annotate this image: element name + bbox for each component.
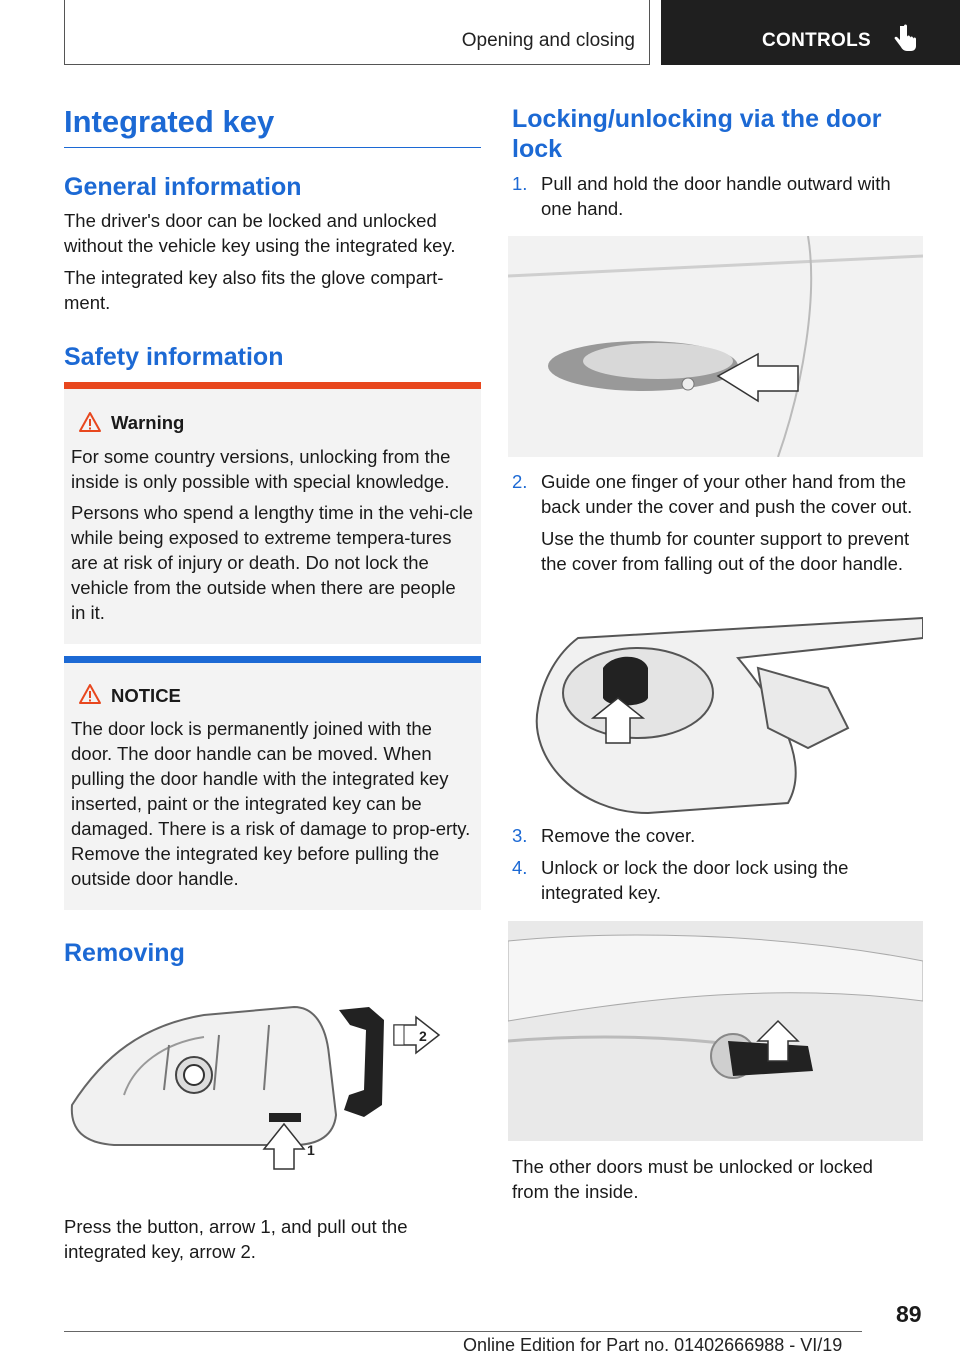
notice-triangle-icon xyxy=(78,683,102,705)
warning-paragraph-1: For some country versions, unlocking from the inside is only possible with special knowledge. xyxy=(71,446,451,492)
door-lock-key-photo xyxy=(508,921,923,1141)
integrated-key-illustration xyxy=(64,995,474,1185)
notice-accent-bar xyxy=(64,656,481,663)
arrow-1-label: 1 xyxy=(307,1142,315,1158)
section-title: Opening and closing xyxy=(461,30,635,51)
edition-line: Online Edition for Part no. 01402666988 - VI/19 xyxy=(463,1335,843,1355)
chapter-title: CONTROLS xyxy=(762,30,872,51)
step-4-text: Unlock or lock the door lock using the integrated key. xyxy=(541,857,849,903)
step-2-extra-text: Use the thumb for counter support to prevent the cover from falling out of the door handle. xyxy=(541,528,910,574)
removing-caption: Press the button, arrow 1, and pull out the integrated key, arrow 2. xyxy=(64,1216,408,1262)
warning-paragraph-2: Persons who spend a lengthy time in the vehi-cle while being exposed to extreme tempera-tures are at risk of injury or death. Do not lock the vehicle from the outside when there are people in it. xyxy=(71,502,474,623)
warning-accent-bar xyxy=(64,382,481,389)
title-rule xyxy=(64,147,481,148)
hand-pointer-icon xyxy=(893,24,919,54)
step-3-number: 3. xyxy=(512,825,528,846)
general-info-paragraph-2: The integrated key also fits the glove compart-ment. xyxy=(64,267,444,313)
safety-info-heading: Safety information xyxy=(64,343,284,371)
step-2-text: Guide one finger of your other hand from the back under the cover and push the cover out. xyxy=(541,471,913,517)
step-4-number: 4. xyxy=(512,857,528,878)
locking-heading: Locking/unlocking via the door lock xyxy=(512,105,882,163)
arrow-2-label: 2 xyxy=(419,1028,427,1044)
step-3-text: Remove the cover. xyxy=(541,825,696,846)
notice-box xyxy=(64,656,481,910)
header-section-tab xyxy=(64,0,650,65)
footer-rule xyxy=(64,1331,862,1332)
closing-paragraph: The other doors must be unlocked or locked from the inside. xyxy=(512,1156,873,1202)
general-info-paragraph-1: The driver's door can be locked and unlocked without the vehicle key using the integrated key. xyxy=(64,210,456,256)
header-chapter-tab xyxy=(661,0,960,65)
general-info-heading: General information xyxy=(64,173,302,201)
warning-title: Warning xyxy=(111,412,185,433)
step-1-text: Pull and hold the door handle outward with one hand. xyxy=(541,173,891,219)
warning-box xyxy=(64,382,481,644)
step-2-number: 2. xyxy=(512,471,528,492)
page-title: Integrated key xyxy=(64,104,275,139)
warning-triangle-icon xyxy=(78,411,102,433)
door-handle-photo-1 xyxy=(508,236,923,457)
page-number: 89 xyxy=(896,1301,922,1327)
cover-removal-illustration xyxy=(508,598,923,819)
notice-title: NOTICE xyxy=(111,685,181,706)
notice-paragraph: The door lock is permanently joined with the door. The door handle can be moved. When pulling the door handle with the integrated key inserted, paint or the integrated key can be damaged. There is a risk of damage to prop-erty. Remove the integrated key before pulling the outside door handle. xyxy=(71,718,471,889)
step-1-number: 1. xyxy=(512,173,528,194)
removing-heading: Removing xyxy=(64,939,185,967)
